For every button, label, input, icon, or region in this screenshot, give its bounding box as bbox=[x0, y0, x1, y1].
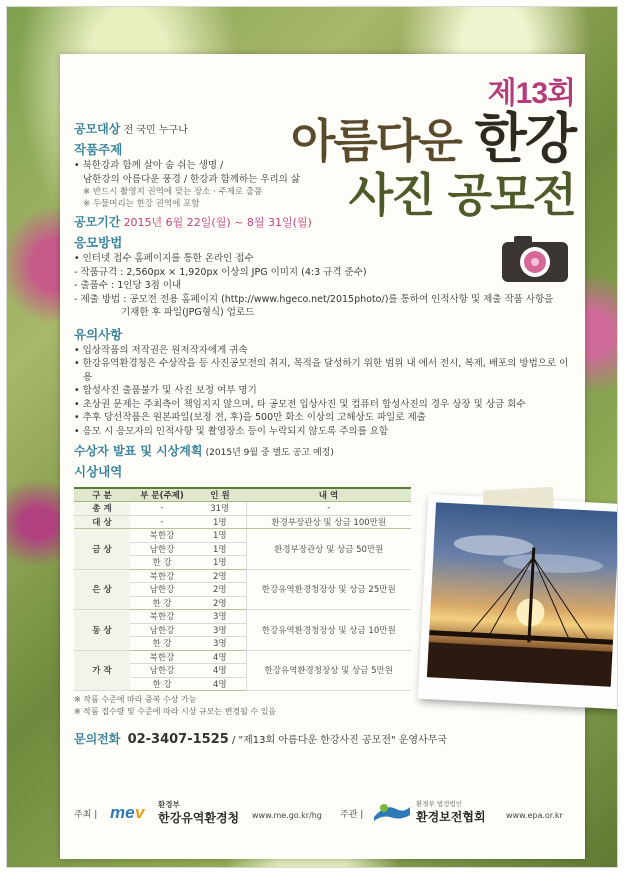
method-item: - 출품수 : 1인당 3점 이내 bbox=[74, 280, 182, 291]
host-small: 환경부 bbox=[158, 800, 180, 809]
table-row: 남한강 4명 bbox=[74, 664, 411, 678]
method-item: • 인터넷 접수 홈페이지를 통한 온라인 접수 bbox=[74, 253, 254, 264]
table-row: 대 상 - 1명 환경부장관상 및 상금 100만원 bbox=[74, 515, 411, 529]
caution-item: • 입상작품의 저작권은 원저작자에게 귀속 bbox=[74, 344, 248, 356]
table-row: 금 상 북한강 1명 환경부장관상 및 상금 50만원 bbox=[74, 529, 411, 543]
method-item: 기재한 후 파일(JPG형식) 업로드 bbox=[121, 307, 255, 318]
svg-text:me: me bbox=[110, 803, 135, 822]
organizer-block: 주관 | bbox=[340, 810, 364, 820]
prize-note: ※ 작품 접수량 및 수준에 따라 시상 규모는 변경될 수 있음 bbox=[74, 707, 277, 716]
poster-frame bbox=[6, 6, 618, 868]
footer bbox=[74, 799, 574, 825]
caution-item: • 한강유역환경청은 수상작을 등 사진공모전의 취지, 목적을 달성하기 위한 범위 내 에서 전시, 복제, 배포의 방법으로 이용 bbox=[74, 358, 569, 383]
table-row: 총 계 - 31명 - bbox=[74, 502, 411, 516]
table-row: 남한강 3명 bbox=[74, 623, 411, 637]
sunset-bridge-image bbox=[427, 502, 618, 686]
period-row: 공모기간 2015년 6월 22일(월) ~ 8월 31일(월) bbox=[74, 215, 312, 229]
host-url[interactable]: www.me.go.kr/hg bbox=[252, 811, 322, 820]
caution-item: • 합성사진 출품불가 및 사진 보정 여부 명기 bbox=[74, 385, 257, 396]
table-row: 남한강 2명 bbox=[74, 583, 411, 597]
table-row: 한 강 4명 bbox=[74, 677, 411, 691]
title-line-2: 사진 공모전 bbox=[348, 168, 575, 222]
organizer-url[interactable]: www.epa.or.kr bbox=[506, 811, 563, 820]
prize-table bbox=[74, 487, 411, 691]
bridge-silhouette-icon bbox=[427, 502, 618, 686]
table-row: 가 작 북한강 4명 한강유역환경청장상 및 상금 5만원 bbox=[74, 650, 411, 664]
table-row: 한 강 3명 bbox=[74, 637, 411, 651]
title-line-1: 아름다운 한강 bbox=[290, 107, 575, 170]
method-item: - 작품규격 : 2,560px × 1,920px 이상의 JPG 이미지 (4:3 규격 준수) bbox=[74, 266, 367, 278]
title-edition: 제13회 bbox=[487, 77, 575, 110]
caution-item: • 응모 시 응모자의 인적사항 및 촬영장소 등이 누락되지 않도록 주의를 요함 bbox=[74, 425, 389, 437]
theme-note: ※ 반드시 촬영지 권역에 맞는 장소 · 주제로 출품 bbox=[83, 187, 263, 197]
organizer-name: 환경보전협회 bbox=[416, 810, 486, 824]
target-row: 공모대상 전 국민 누구나 bbox=[74, 122, 188, 136]
table-row: 은 상 북한강 2명 한강유역환경청장상 및 상금 25만원 bbox=[74, 569, 411, 583]
prizes-heading: 시상내역 bbox=[74, 464, 123, 479]
bridge-photo bbox=[418, 494, 618, 709]
table-row: 한 강 2명 bbox=[74, 596, 411, 610]
theme-item: • 북한강과 함께 살아 숨 쉬는 생명 / bbox=[74, 160, 224, 171]
theme-item: 남한강의 아름다운 풍경 / 한강과 함께하는 우리의 삶 bbox=[83, 173, 301, 185]
host-block: 주최 | bbox=[74, 810, 98, 820]
contact-row: 문의전화 02-3407-1525 / "제13회 아름다운 한강사진 공모전" 운영사무국 bbox=[74, 732, 448, 747]
prize-note: ※ 작품 수준에 따라 중복 수상 가능 bbox=[74, 695, 197, 704]
organizer-small: 환경부 법정법인 bbox=[416, 800, 463, 808]
contact-phone[interactable]: 02-3407-1525 bbox=[127, 732, 229, 747]
theme-heading: 작품주제 bbox=[74, 142, 123, 157]
method-item: - 제출 방법 : 공모전 전용 홈페이지 (http://www.hgeco.net/2015photo/)를 통하여 인적사항 및 제출 작품 사항을 bbox=[74, 293, 554, 305]
me-logo-icon bbox=[110, 801, 154, 823]
theme-note: ※ 두물머리는 한강 권역에 포함 bbox=[83, 199, 200, 209]
table-row: 동 상 북한강 3명 한강유역환경청장상 및 상금 10만원 bbox=[74, 610, 411, 624]
host-name: 한강유역환경청 bbox=[158, 811, 240, 825]
caution-item: • 추후 당선작품은 원본파일(보정 전, 후)을 500만 화소 이상의 고해상도 파일로 제출 bbox=[74, 412, 426, 423]
caution-item: • 초상권 문제는 주최측이 책임지지 않으며, 타 공모전 입상사진 및 컴퓨터 합성사진의 경우 상장 및 상금 회수 bbox=[74, 398, 526, 410]
epa-logo-icon bbox=[372, 801, 412, 823]
poster-paper bbox=[60, 54, 585, 859]
svg-text:v: v bbox=[135, 803, 145, 822]
table-header-row: 구 분 부 문(주제) 인 원 내 역 bbox=[74, 488, 411, 502]
table-row: 남한강 1명 bbox=[74, 542, 411, 556]
announce-row: 수상자 발표 및 시상계획 (2015년 9월 중 별도 공고 예정) bbox=[74, 444, 334, 458]
caution-heading: 유의사항 bbox=[74, 326, 123, 342]
method-heading: 응모방법 bbox=[74, 235, 123, 250]
table-row: 한 강 1명 bbox=[74, 556, 411, 570]
